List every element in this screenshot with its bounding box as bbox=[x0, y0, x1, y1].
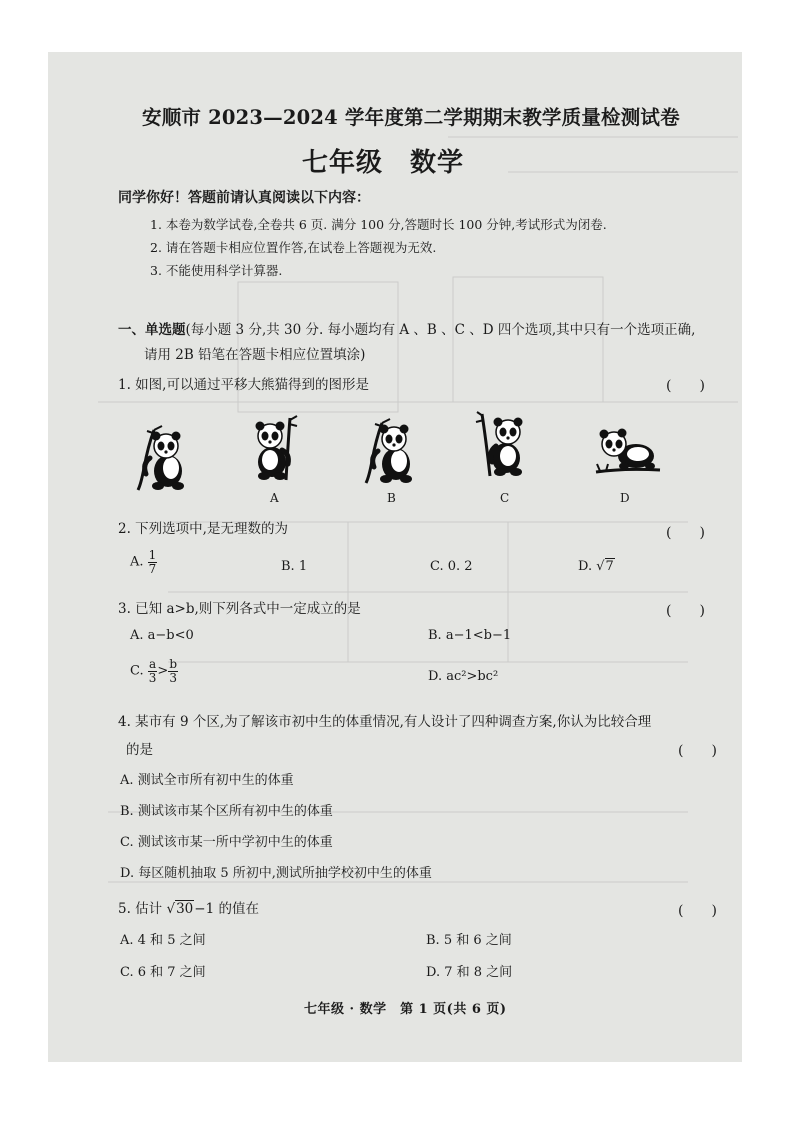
q3-c-num-left: a bbox=[149, 657, 157, 671]
q4-option-c: C. 测试该市某一所中学初中生的体重 bbox=[120, 835, 333, 850]
question-4-answer-paren: ( ) bbox=[678, 743, 717, 759]
q5-option-a: A. 4 和 5 之间 bbox=[120, 933, 206, 948]
section-title: 一、单选题 bbox=[118, 322, 186, 338]
question-3-stem: 3. 已知 a>b,则下列各式中一定成立的是 bbox=[118, 601, 361, 617]
q2-option-d-prefix: D. bbox=[578, 559, 593, 574]
page-footer: 七年级 · 数学 第 1 页(共 6 页) bbox=[304, 1002, 507, 1017]
panda-option-b-icon bbox=[360, 417, 420, 485]
q3-c-fraction-left bbox=[148, 658, 158, 684]
panda-option-a-icon bbox=[244, 414, 304, 482]
q4-option-a: A. 测试全市所有初中生的体重 bbox=[120, 773, 294, 788]
instructions-greeting: 同学你好！答题前请认真阅读以下内容： bbox=[118, 190, 370, 206]
q3-c-fraction-right bbox=[168, 658, 178, 684]
sqrt-symbol: √ bbox=[166, 901, 176, 917]
q3-c-den-right: 3 bbox=[169, 670, 177, 685]
q4-option-d: D. 每区随机抽取 5 所初中,测试所抽学校初中生的体重 bbox=[120, 866, 432, 881]
question-1-answer-paren: ( ) bbox=[666, 378, 705, 394]
q2-option-b: B. 1 bbox=[281, 559, 308, 574]
q3-c-num-right: b bbox=[169, 657, 177, 671]
q2-option-d bbox=[578, 559, 615, 574]
q3-option-c bbox=[130, 658, 178, 684]
q5-stem-suffix: −1 的值在 bbox=[194, 901, 259, 917]
question-3-answer-paren: ( ) bbox=[666, 603, 705, 619]
question-5-stem bbox=[118, 897, 259, 917]
q1-option-a-label: A bbox=[270, 491, 279, 505]
q4-option-b: B. 测试该市某个区所有初中生的体重 bbox=[120, 804, 333, 819]
q2-option-c: C. 0. 2 bbox=[430, 559, 473, 574]
q2-option-a-prefix: A. bbox=[130, 554, 144, 570]
section-description: (每小题 3 分,共 30 分. 每小题均有 A 、B 、C 、D 四个选项,其中只有一个选项正确, bbox=[185, 322, 696, 338]
q2-a-denominator: 7 bbox=[148, 561, 157, 576]
panda-option-d-icon bbox=[594, 422, 662, 478]
q3-option-b: B. a−1<b−1 bbox=[428, 628, 512, 643]
q5-option-c: C. 6 和 7 之间 bbox=[120, 965, 206, 980]
q2-a-numerator: 1 bbox=[148, 548, 157, 562]
section-description-line2: 请用 2B 铅笔在答题卡相应位置填涂) bbox=[144, 347, 366, 363]
question-5-answer-paren: ( ) bbox=[678, 903, 717, 919]
instruction-item-3: 3. 不能使用科学计算器. bbox=[150, 263, 283, 278]
instruction-item-2: 2. 请在答题卡相应位置作答,在试卷上答题视为无效. bbox=[150, 240, 437, 255]
exam-title: 安顺市 2023—2024 学年度第二学期期末教学质量检测试卷 bbox=[142, 106, 680, 129]
section-heading bbox=[118, 318, 695, 338]
sqrt-symbol: √ bbox=[596, 559, 605, 574]
q5-radicand: 30 bbox=[176, 901, 194, 917]
q1-option-b-label: B bbox=[387, 491, 396, 505]
q2-d-radicand: 7 bbox=[605, 559, 614, 574]
question-2-answer-paren: ( ) bbox=[666, 525, 705, 541]
question-4-stem-line1: 4. 某市有 9 个区,为了解该市初中生的体重情况,有人设计了四种调查方案,你认为比较合理 bbox=[118, 714, 652, 730]
q3-c-greater-than: > bbox=[157, 663, 169, 679]
q3-option-c-prefix: C. bbox=[130, 663, 144, 679]
panda-option-c-icon bbox=[474, 410, 534, 478]
q5-option-b: B. 5 和 6 之间 bbox=[426, 933, 512, 948]
panda-original-icon bbox=[132, 424, 192, 492]
q1-option-c-label: C bbox=[500, 491, 510, 505]
question-2-stem: 2. 下列选项中,是无理数的为 bbox=[118, 521, 288, 537]
question-4-stem-line2: 的是 bbox=[126, 742, 153, 758]
q3-c-den-left: 3 bbox=[148, 670, 157, 685]
exam-paper-photo bbox=[48, 52, 742, 1062]
q5-option-d: D. 7 和 8 之间 bbox=[426, 965, 513, 980]
exam-subject-title: 七年级 数学 bbox=[302, 148, 465, 178]
q3-option-d: D. ac²>bc² bbox=[428, 669, 499, 684]
q5-stem-prefix: 5. 估计 bbox=[118, 901, 163, 917]
instruction-item-1: 1. 本卷为数学试卷,全卷共 6 页. 满分 100 分,答题时长 100 分钟,考试形式为闭卷. bbox=[150, 217, 607, 232]
q3-option-a: A. a−b<0 bbox=[130, 628, 194, 643]
q1-option-d-label: D bbox=[620, 491, 630, 505]
q2-option-a bbox=[130, 549, 157, 575]
question-1-stem: 1. 如图,可以通过平移大熊猫得到的图形是 bbox=[118, 377, 369, 393]
q2-option-a-fraction bbox=[148, 549, 158, 575]
